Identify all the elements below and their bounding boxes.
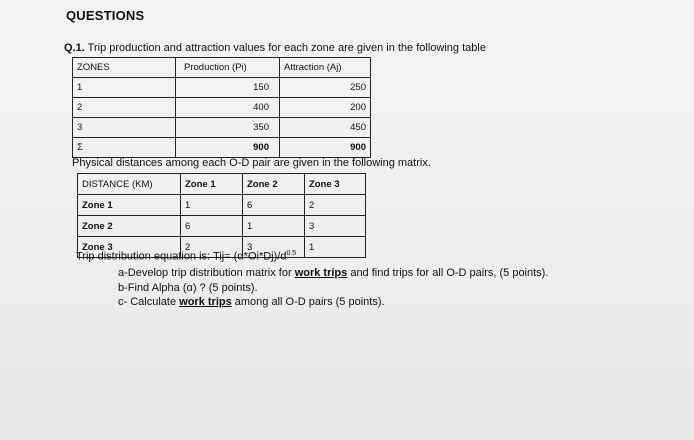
- table-cell: 3: [73, 118, 176, 138]
- table-total-row: [73, 138, 371, 158]
- table-cell: 900: [280, 138, 371, 158]
- equation-text: Trip distribution equation is: Tij= (α*Oi*Dj)/d: [76, 250, 287, 263]
- part-c-text-end: among all O-D pairs (5 points).: [231, 296, 385, 308]
- question-line: [64, 42, 486, 54]
- part-c: [118, 295, 548, 310]
- table-cell: 2: [73, 98, 176, 118]
- table-cell: 400: [176, 98, 280, 118]
- part-a-text: a-Develop trip distribution matrix for: [118, 267, 295, 279]
- table-cell: 450: [280, 118, 371, 138]
- table-cell: 3: [243, 237, 305, 258]
- table-cell: 6: [181, 216, 243, 237]
- table-cell: 2: [181, 237, 243, 258]
- question-parts: [118, 266, 548, 310]
- table-cell: 900: [176, 138, 280, 158]
- table-row: [73, 78, 371, 98]
- table-cell: 1: [73, 78, 176, 98]
- question-number: Q.1.: [64, 42, 85, 54]
- part-c-emphasis: work trips: [179, 296, 232, 308]
- table-row: [73, 118, 371, 138]
- distance-intro-text: Physical distances among each O-D pair are given in the following matrix.: [72, 157, 431, 169]
- table-cell: 2: [305, 195, 366, 216]
- header-cell: Zone 3: [305, 174, 366, 195]
- table-cell: 150: [176, 78, 280, 98]
- table-header-row: [73, 58, 371, 78]
- table-cell: 350: [176, 118, 280, 138]
- header-cell: DISTANCE (KM): [78, 174, 181, 195]
- part-c-text: c- Calculate: [118, 296, 180, 308]
- header-cell: Zone 2: [243, 174, 305, 195]
- table-cell: 1: [181, 195, 243, 216]
- part-a-emphasis: work trips: [294, 267, 348, 279]
- header-cell: Production (Pi): [176, 58, 280, 78]
- distribution-equation: [76, 250, 296, 263]
- table-row: [73, 98, 371, 118]
- table-row: [78, 195, 366, 216]
- table-cell: 1: [243, 216, 305, 237]
- header-cell: ZONES: [73, 58, 176, 78]
- table-cell: 6: [243, 195, 305, 216]
- table-cell: 200: [280, 98, 371, 118]
- table-cell: 3: [305, 216, 366, 237]
- question-text: Trip production and attraction values for each zone are given in the following table: [87, 42, 486, 54]
- table-cell: Σ: [73, 138, 176, 158]
- header-cell: Zone 1: [181, 174, 243, 195]
- equation-exponent: 0.5: [286, 250, 297, 257]
- part-a-text-end: and find trips for all O-D pairs, (5 points).: [347, 267, 549, 279]
- table-header-row: [78, 174, 366, 195]
- table-cell: Zone 1: [78, 195, 181, 216]
- header-cell: Attraction (Aj): [280, 58, 371, 78]
- production-attraction-table: [72, 57, 371, 158]
- distance-matrix-table: [77, 173, 366, 258]
- table-cell: Zone 2: [78, 216, 181, 237]
- table-cell: 250: [280, 78, 371, 98]
- table-cell: Zone 3: [78, 237, 181, 258]
- heading: QUESTIONS: [66, 8, 145, 23]
- table-row: [78, 216, 366, 237]
- part-a: [118, 266, 548, 281]
- table-cell: 1: [305, 237, 366, 258]
- part-b: b-Find Alpha (α) ? (5 points).: [118, 281, 258, 294]
